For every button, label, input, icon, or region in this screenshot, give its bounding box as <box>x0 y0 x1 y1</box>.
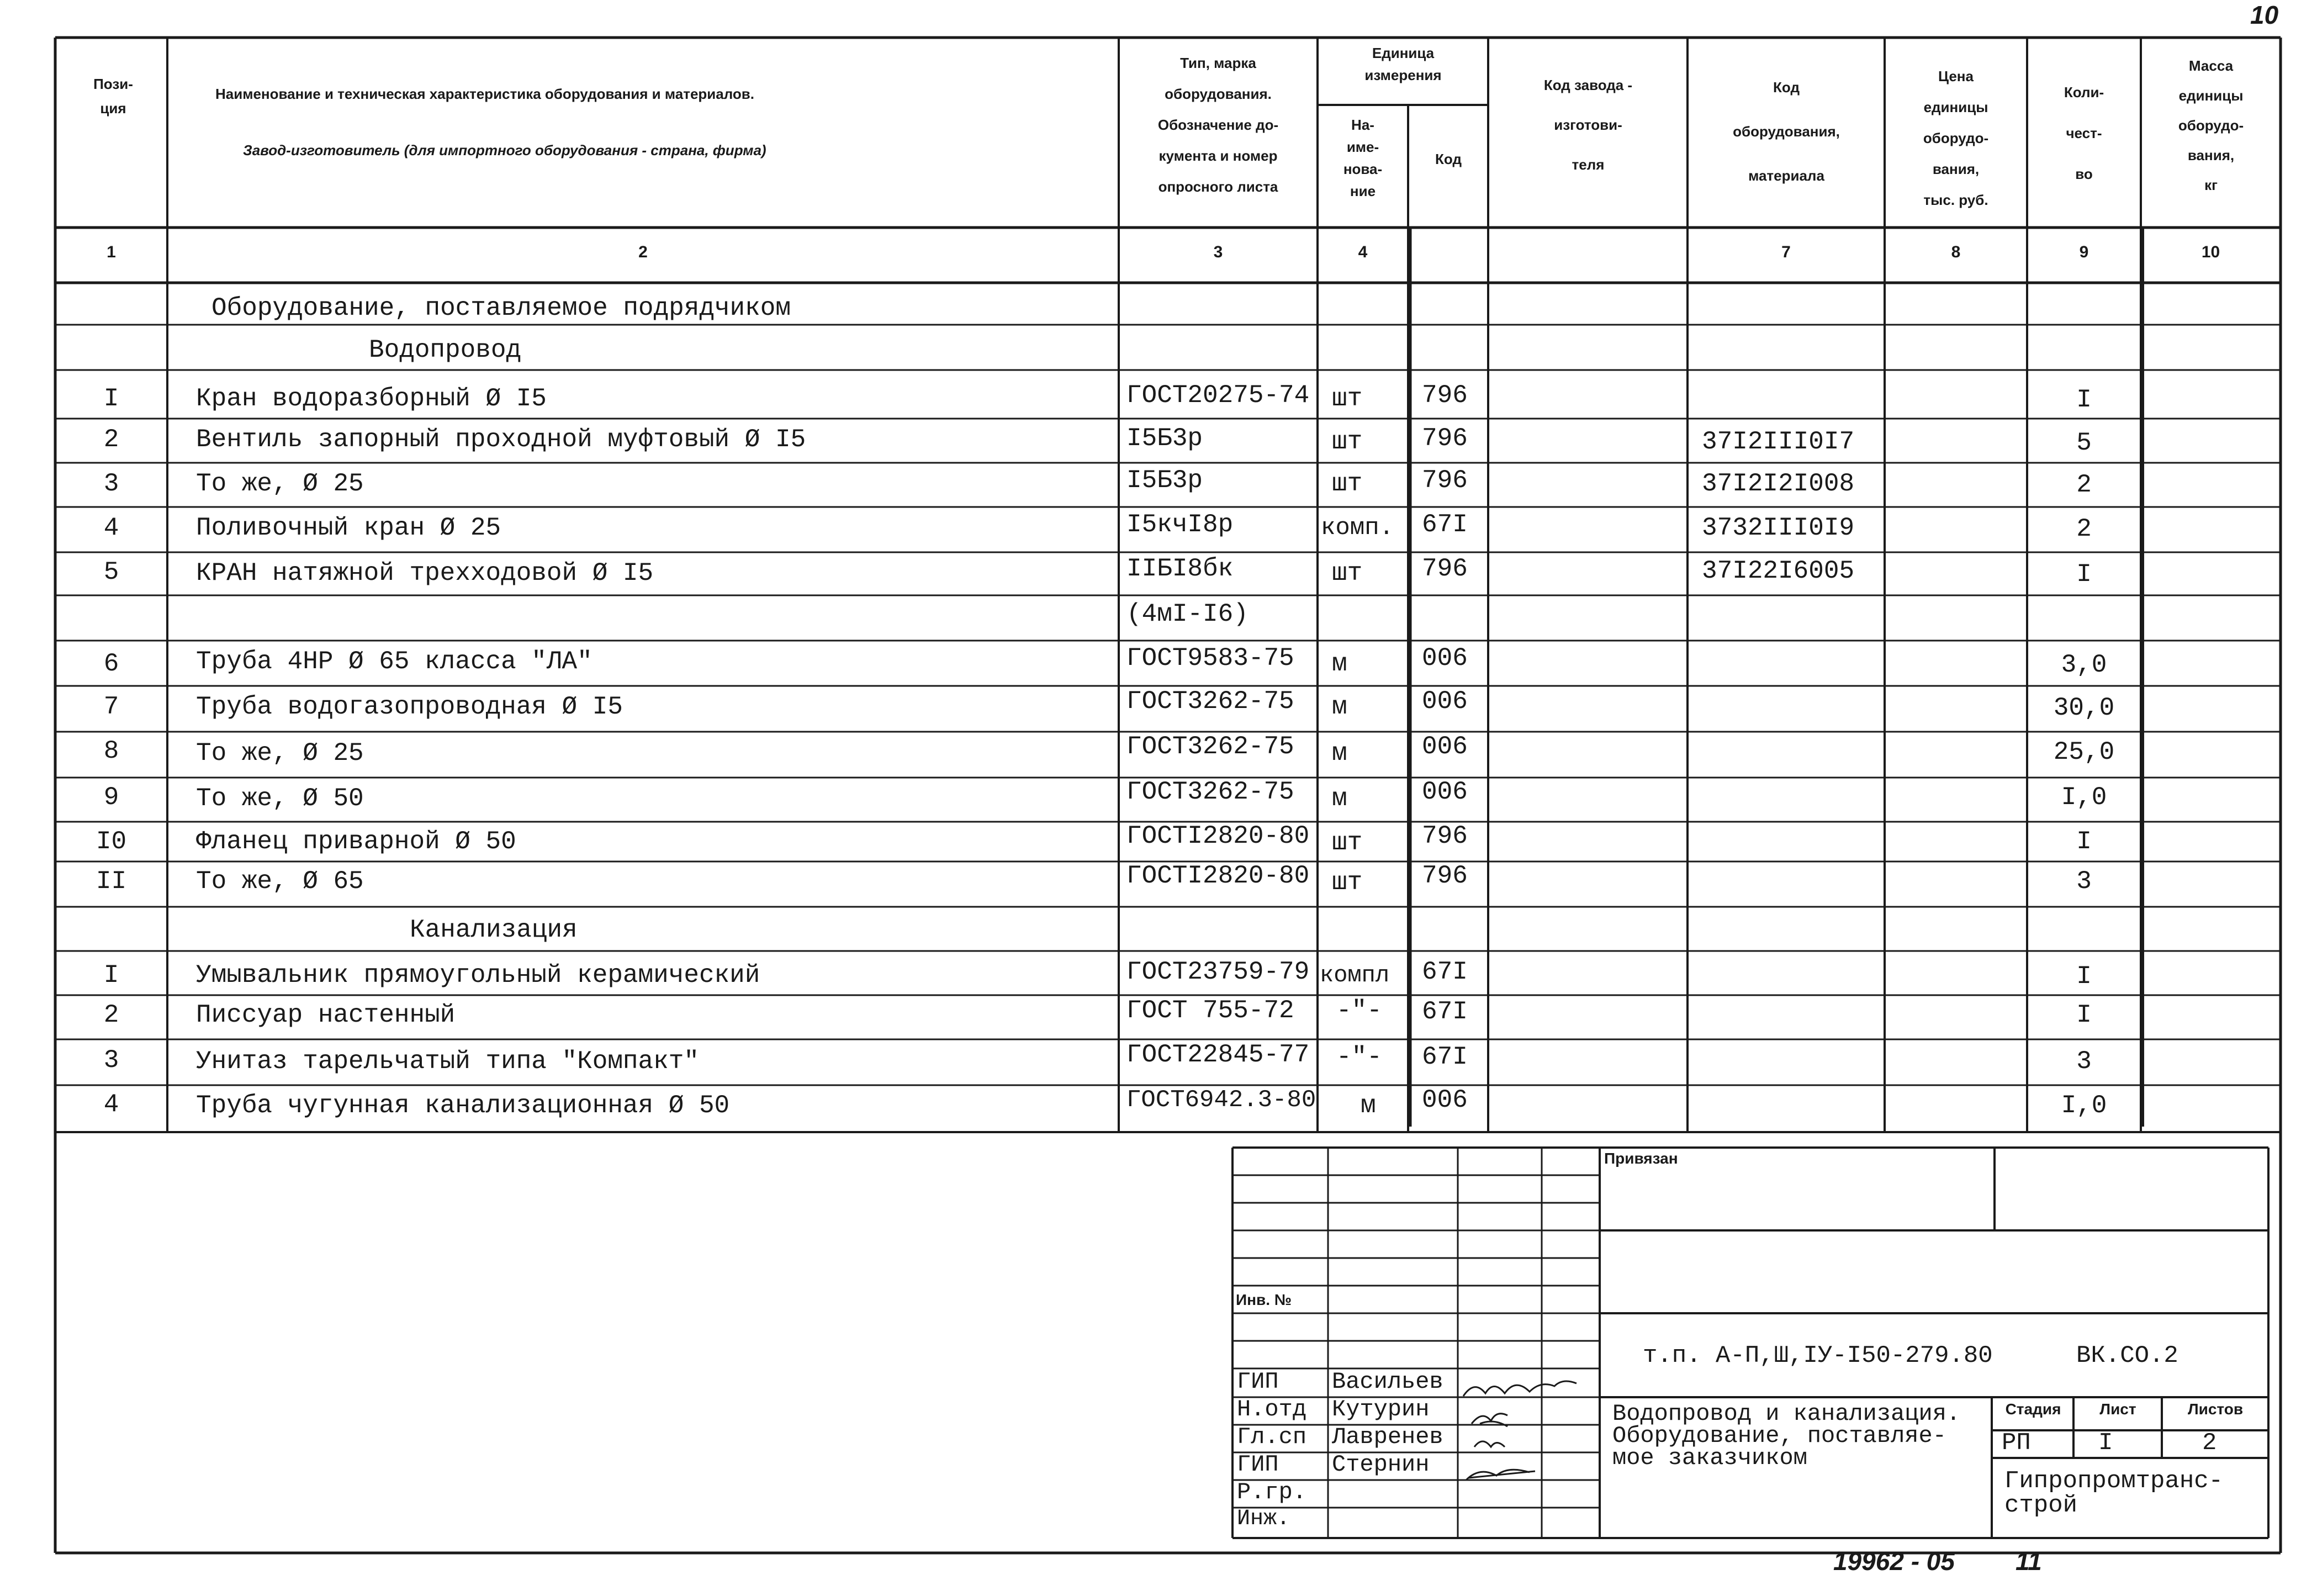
row-code: 796 <box>1422 862 1468 890</box>
signer-role: ГИП <box>1237 1451 1279 1478</box>
column-number: 2 <box>638 243 648 261</box>
row-position: I0 <box>96 827 127 856</box>
row-position: I <box>103 961 119 990</box>
row-position: 4 <box>103 514 119 542</box>
footer-doc-number: 19962 - 05 <box>1833 1547 1955 1576</box>
row-position: II <box>96 867 127 896</box>
header-type: Тип, марка оборудования. Обозначение до- кумента и номер опросного листа <box>1157 55 1279 195</box>
row-quantity: I <box>2076 385 2092 414</box>
row-type: ГОСТ23759-79 <box>1126 958 1310 986</box>
row-quantity: I <box>2076 560 2092 589</box>
stage-value: РП <box>2002 1429 2031 1457</box>
row-name: Умывальник прямоугольный керамический <box>196 961 760 990</box>
row-position: 5 <box>103 558 119 586</box>
row-quantity: 3,0 <box>2061 651 2107 679</box>
row-position: 8 <box>103 737 119 765</box>
attached-label: Привязан <box>1604 1150 1678 1167</box>
row-quantity: I <box>2076 1001 2092 1029</box>
column-number: 4 <box>1358 243 1368 261</box>
section-heading: Оборудование, поставляемое подрядчиком <box>211 294 791 323</box>
row-unit: шт <box>1332 469 1363 498</box>
row-position: 9 <box>103 783 119 812</box>
row-type: ГОСТ22845-77 <box>1126 1040 1310 1069</box>
row-name: Труба 4НР Ø 65 класса "ЛА" <box>196 647 593 676</box>
sheet-code: ВК.СО.2 <box>2076 1342 2178 1370</box>
section-heading: Канализация <box>410 916 578 944</box>
sheets-label: Листов <box>2187 1401 2244 1418</box>
header-position: Пози- ция <box>93 76 133 117</box>
row-quantity: I <box>2076 962 2092 991</box>
row-unit: шт <box>1332 427 1363 456</box>
row-unit: шт <box>1332 559 1363 588</box>
row-unit: м <box>1332 784 1347 813</box>
row-position: I <box>103 384 119 413</box>
column-number: 8 <box>1951 243 1961 261</box>
signer-name: Васильев <box>1332 1368 1443 1395</box>
drawing-title: Водопровод и канализация. Оборудование, поставляе- мое заказчиком <box>1612 1401 1961 1471</box>
header-mass: Масса единицы оборудо- вания, кг <box>2178 57 2244 193</box>
row-position: 3 <box>103 1046 119 1075</box>
row-name: Кран водоразборный Ø I5 <box>196 384 547 413</box>
signer-name: Лавренев <box>1332 1424 1443 1450</box>
row-unit: м <box>1332 693 1347 721</box>
row-name: Труба чугунная канализационная Ø 50 <box>196 1091 730 1120</box>
column-number: 1 <box>107 243 116 261</box>
row-code: 796 <box>1422 424 1468 453</box>
column-number: 9 <box>2079 243 2089 261</box>
header-name-line2: Завод-изготовитель (для импортного оборудования - страна, фирма) <box>243 142 766 158</box>
header-unit-group: Единица измерения <box>1364 45 1442 83</box>
row-quantity: 3 <box>2076 867 2092 896</box>
row-type: ГОСТ 755-72 <box>1126 996 1294 1025</box>
row-position: 4 <box>103 1090 119 1119</box>
header-price: Цена единицы оборудо- вания, тыс. руб. <box>1923 68 1989 208</box>
row-code: 67I <box>1422 997 1468 1026</box>
row-code: 006 <box>1422 644 1468 673</box>
row-equipment-code: 3732III0I9 <box>1702 514 1855 542</box>
signer-role: Гл.сп <box>1237 1424 1307 1450</box>
row-unit: -"- <box>1336 1043 1382 1071</box>
column-number: 7 <box>1781 243 1791 261</box>
row-name: КРАН натяжной трехходовой Ø I5 <box>196 559 654 588</box>
signature-scribbles <box>1463 1381 1577 1480</box>
row-type: I5кчI8р <box>1126 510 1234 539</box>
row-code: 796 <box>1422 822 1468 850</box>
row-unit: компл <box>1320 962 1390 989</box>
sheet-value: I <box>2098 1429 2113 1457</box>
row-type: ГОСТ20275-74 <box>1126 381 1310 410</box>
row-unit: шт <box>1332 868 1363 897</box>
row-type: ГОСТ3262-75 <box>1126 687 1294 716</box>
row-type: ГОСТI2820-80 <box>1126 862 1310 890</box>
row-quantity: 25,0 <box>2053 738 2115 767</box>
row-unit: м <box>1361 1091 1376 1120</box>
signer-role: Р.гр. <box>1237 1479 1307 1505</box>
row-quantity: 30,0 <box>2053 694 2115 722</box>
row-code: 67I <box>1422 1043 1468 1071</box>
sheet-label: Лист <box>2099 1401 2136 1418</box>
row-code: 67I <box>1422 958 1468 986</box>
signer-role: Инж. <box>1237 1507 1290 1531</box>
row-type: ГОСТ6942.3-80 <box>1126 1086 1316 1114</box>
row-code: 67I <box>1422 510 1468 539</box>
row-quantity: 2 <box>2076 471 2092 499</box>
stage-label: Стадия <box>2005 1401 2061 1418</box>
footer-sheet-index: 11 <box>2016 1547 2042 1576</box>
row-equipment-code: 37I22I6005 <box>1702 557 1855 585</box>
row-code: 006 <box>1422 732 1468 761</box>
row-quantity: 3 <box>2076 1047 2092 1076</box>
row-type: IIБI8бк <box>1126 554 1234 583</box>
row-unit: м <box>1332 649 1347 678</box>
signer-name: Стернин <box>1332 1451 1430 1478</box>
row-position: 6 <box>103 649 119 678</box>
row-unit: -"- <box>1336 996 1382 1025</box>
row-code: 796 <box>1422 554 1468 583</box>
row-quantity: I,0 <box>2061 783 2107 812</box>
header-manufacturer-code: Код завода - изготови- теля <box>1543 77 1633 173</box>
row-type: ГОСТ3262-75 <box>1126 732 1294 761</box>
row-name: Унитаз тарельчатый типа "Компакт" <box>196 1047 699 1076</box>
row-name: Труба водогазопроводная Ø I5 <box>196 693 623 721</box>
row-quantity: I <box>2076 827 2092 856</box>
header-unit-name: На- име- нова- ние <box>1343 117 1383 199</box>
row-name: Поливочный кран Ø 25 <box>196 514 501 542</box>
row-quantity: 2 <box>2076 515 2092 543</box>
row-type: ГОСТ9583-75 <box>1126 644 1294 673</box>
row-name: Писсуар настенный <box>196 1001 456 1029</box>
row-code: 796 <box>1422 466 1468 495</box>
signer-role: Н.отд <box>1237 1396 1307 1423</box>
row-type: ГОСТI2820-80 <box>1126 822 1310 850</box>
row-code: 006 <box>1422 687 1468 716</box>
row-type: (4мI-I6) <box>1126 600 1249 628</box>
row-unit: м <box>1332 739 1347 768</box>
signer-name: Кутурин <box>1332 1396 1430 1423</box>
organization-name: Гипропромтранс- строй <box>2004 1467 2224 1519</box>
header-equipment-code: Код оборудования, материала <box>1733 79 1840 184</box>
row-position: 7 <box>103 693 119 721</box>
row-unit: шт <box>1332 384 1363 413</box>
column-number: 3 <box>1213 243 1223 261</box>
row-unit: комп. <box>1321 514 1394 542</box>
row-code: 006 <box>1422 1086 1468 1114</box>
inventory-number-label: Инв. № <box>1236 1291 1292 1308</box>
header-name-line1: Наименование и техническая характеристика оборудования и материалов. <box>215 86 755 102</box>
row-equipment-code: 37I2I2I008 <box>1702 469 1855 498</box>
signer-role: ГИП <box>1237 1368 1279 1395</box>
row-position: 3 <box>103 469 119 498</box>
sheets-value: 2 <box>2202 1429 2217 1457</box>
page-number: 10 <box>2250 1 2279 29</box>
row-name: То же, Ø 25 <box>196 469 364 498</box>
section-heading: Водопровод <box>369 336 522 364</box>
header-unit-code: Код <box>1435 151 1462 167</box>
document-code: т.п. А-П,Ш,IУ-I50-279.80 <box>1643 1342 1993 1370</box>
row-name: То же, Ø 25 <box>196 739 364 768</box>
row-code: 796 <box>1422 381 1468 410</box>
row-type: ГОСТ3262-75 <box>1126 778 1294 806</box>
row-type: I5Б3р <box>1126 424 1203 453</box>
row-code: 006 <box>1422 778 1468 806</box>
row-quantity: I,0 <box>2061 1091 2107 1120</box>
row-name: Фланец приварной Ø 50 <box>196 827 516 856</box>
header-quantity: Коли- чест- во <box>2064 84 2104 182</box>
row-quantity: 5 <box>2076 429 2092 457</box>
row-name: То же, Ø 65 <box>196 867 364 896</box>
row-name: Вентиль запорный проходной муфтовый Ø I5 <box>196 425 806 454</box>
row-position: 2 <box>103 425 119 454</box>
row-unit: шт <box>1332 828 1363 857</box>
row-name: То же, Ø 50 <box>196 784 364 813</box>
row-position: 2 <box>103 1001 119 1029</box>
row-type: I5Б3р <box>1126 466 1203 495</box>
column-number: 10 <box>2201 243 2220 261</box>
row-equipment-code: 37I2III0I7 <box>1702 427 1855 456</box>
